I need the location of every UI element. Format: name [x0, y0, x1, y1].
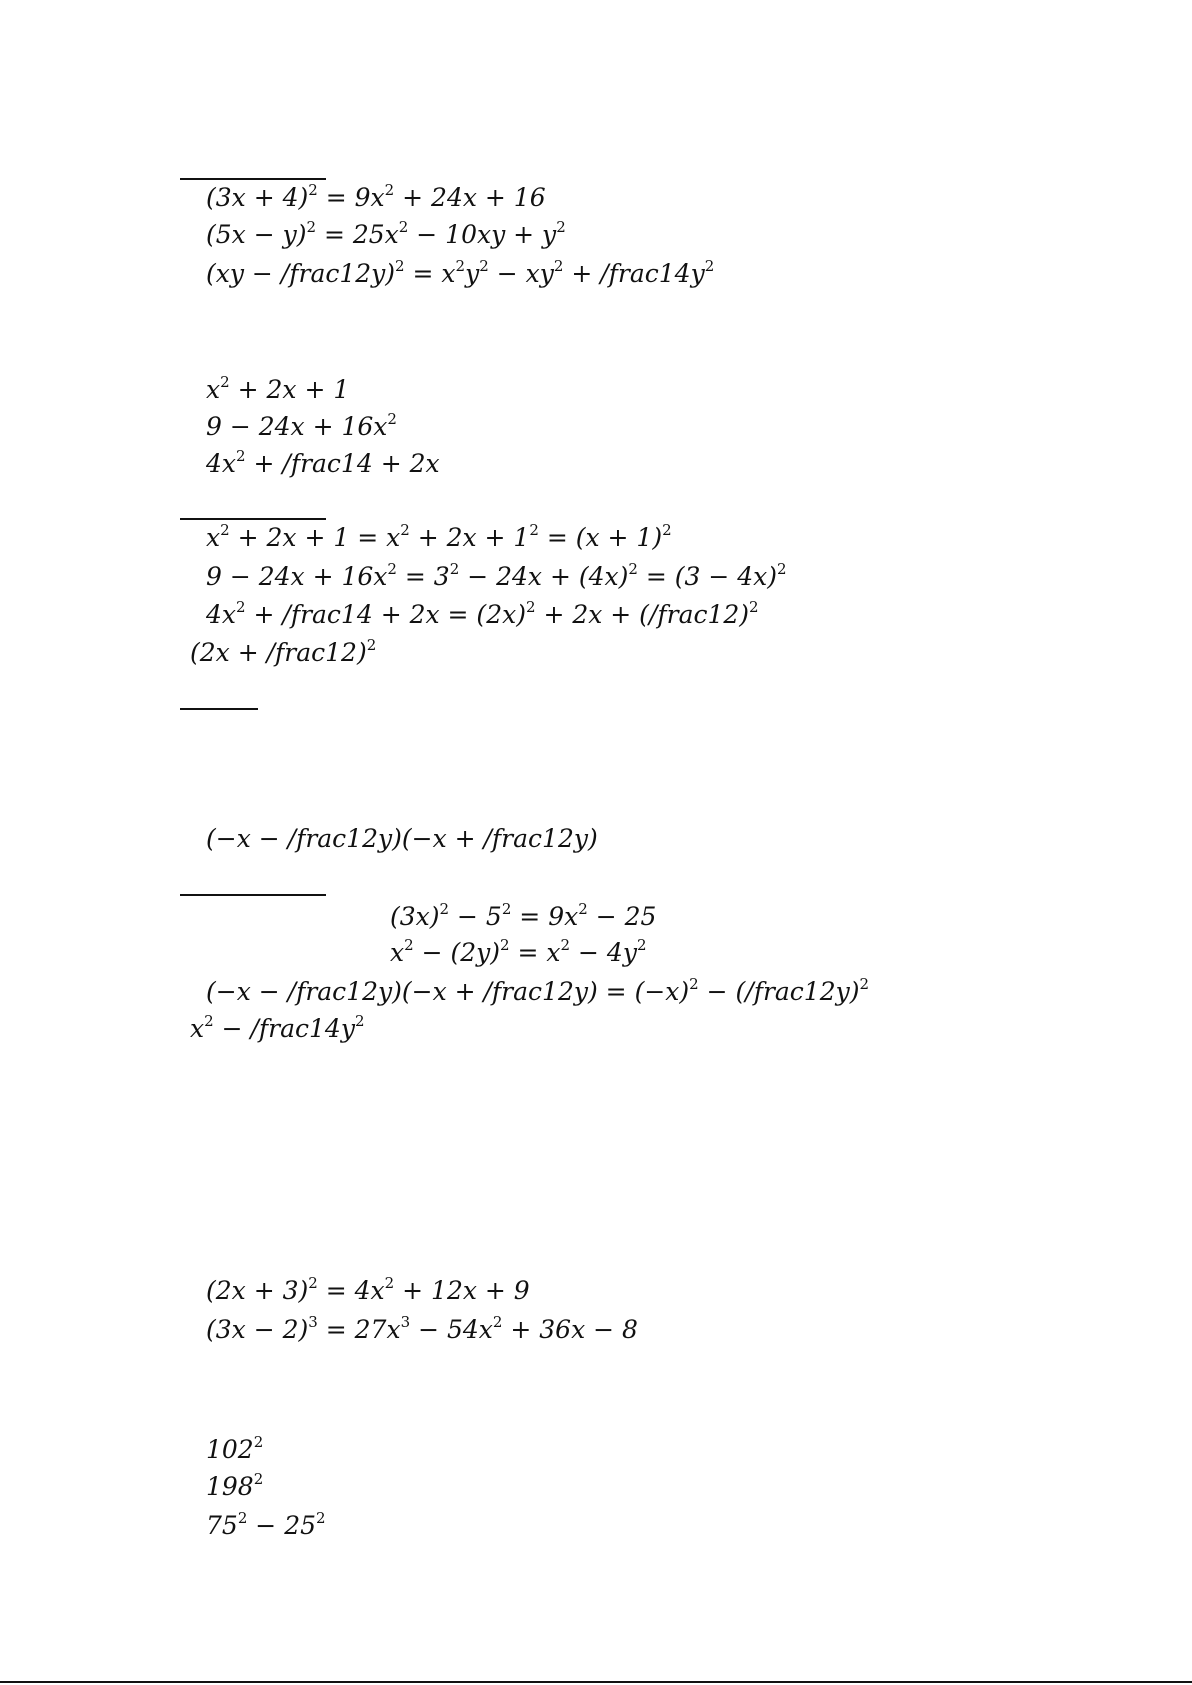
exponent: 2: [525, 598, 536, 616]
exponent: 3: [308, 1313, 318, 1331]
page-bottom-rule: [0, 1681, 1192, 1683]
exponent: 2: [204, 1012, 214, 1030]
exponent: 2: [859, 975, 870, 993]
exponent: 2: [387, 410, 397, 428]
math-line-18: $102^2$: [206, 1433, 264, 1464]
exponent: 2: [636, 936, 647, 954]
exponent: 2: [236, 447, 246, 465]
exponent: 2: [404, 936, 414, 954]
exponent: 2: [237, 1509, 248, 1527]
exponent: 2: [529, 521, 539, 539]
exponent: 2: [689, 975, 699, 993]
math-line-4: $x^2 + 2x + 1$: [206, 373, 350, 404]
exponent: 2: [400, 521, 410, 539]
exponent: 2: [479, 257, 489, 275]
math-line-20: $75^2 - 25^2$: [206, 1509, 326, 1540]
exponent: 2: [308, 181, 318, 199]
exponent: 2: [777, 560, 787, 578]
section-rule-3: [180, 708, 258, 710]
exponent: 2: [253, 1433, 264, 1451]
math-line-6: $4x^2$ + /frac14 + 2x: [206, 447, 440, 478]
exponent: 2: [384, 1274, 395, 1292]
math-line-19: $198^2$: [206, 1470, 264, 1501]
math-line-1: $(3x + 4)^2 = 9x^2 + 24x + 16$: [206, 181, 546, 212]
exponent: 2: [395, 257, 405, 275]
exponent: 2: [749, 598, 759, 616]
math-line-16: $(2x + 3)^2 = 4x^2 + 12x + 9$: [206, 1274, 530, 1305]
exponent: 2: [308, 1274, 318, 1292]
math-line-14: (−x − /frac12y)(−x + /frac12y) = $(-x)^2$ − (/frac12y)$^2$: [206, 975, 870, 1006]
math-line-10: (2x + /frac12)$^2$: [190, 636, 377, 667]
exponent: 2: [662, 521, 672, 539]
exponent: 2: [628, 560, 638, 578]
exponent: 2: [236, 598, 246, 616]
section-rule-1: [180, 178, 326, 180]
math-line-11: (−x − /frac12y)(−x + /frac12y): [206, 824, 598, 853]
math-line-7: $x^2 + 2x + 1 = x^2 + 2x + 1^2 = (x + 1)^2$: [206, 521, 672, 552]
exponent: 2: [455, 257, 466, 275]
math-line-15: $x^2$ − $/frac14y^2$: [190, 1012, 365, 1043]
exponent: 2: [500, 936, 510, 954]
exponent: 2: [398, 218, 409, 236]
exponent: 2: [354, 1012, 365, 1030]
exponent: 2: [306, 218, 317, 236]
exponent: 2: [253, 1470, 264, 1488]
math-line-2: $(5x - y)^2 = 25x^2 - 10xy + y^2$: [206, 218, 566, 249]
exponent: 2: [704, 257, 715, 275]
math-line-9: $4x^2$ + /frac14 + $2x = (2x)^2 + 2x$ + (/frac12)$^2$: [206, 598, 759, 629]
exponent: 2: [366, 636, 377, 654]
math-line-13: $x^2 - (2y)^2 = x^2 - 4y^2$: [390, 936, 647, 967]
section-rule-2: [180, 518, 326, 520]
exponent: 2: [501, 900, 512, 918]
exponent: 2: [560, 936, 571, 954]
exponent: 2: [439, 900, 450, 918]
exponent: 2: [553, 257, 564, 275]
math-line-5: $9 - 24x + 16x^2$: [206, 410, 397, 441]
math-line-17: $(3x - 2)^3 = 27x^3 - 54x^2 + 36x - 8$: [206, 1313, 638, 1344]
section-rule-4: [180, 894, 326, 896]
math-line-12: $(3x)^2 - 5^2 = 9x^2 - 25$: [390, 900, 657, 931]
exponent: 2: [384, 181, 395, 199]
exponent: 3: [400, 1313, 411, 1331]
exponent: 2: [220, 521, 230, 539]
exponent: 2: [556, 218, 566, 236]
math-line-8: $9 - 24x + 16x^2 = 3^2 - 24x + (4x)^2 = (3 - 4x)^2$: [206, 560, 787, 591]
math-line-3: (xy − /frac12y)$^2$ = $x^2y^2 - xy^2$ + $/frac14y^2$: [206, 257, 715, 288]
exponent: 2: [220, 373, 230, 391]
exponent: 2: [578, 900, 588, 918]
exponent: 2: [316, 1509, 326, 1527]
exponent: 2: [449, 560, 460, 578]
exponent: 2: [492, 1313, 503, 1331]
exponent: 2: [387, 560, 397, 578]
